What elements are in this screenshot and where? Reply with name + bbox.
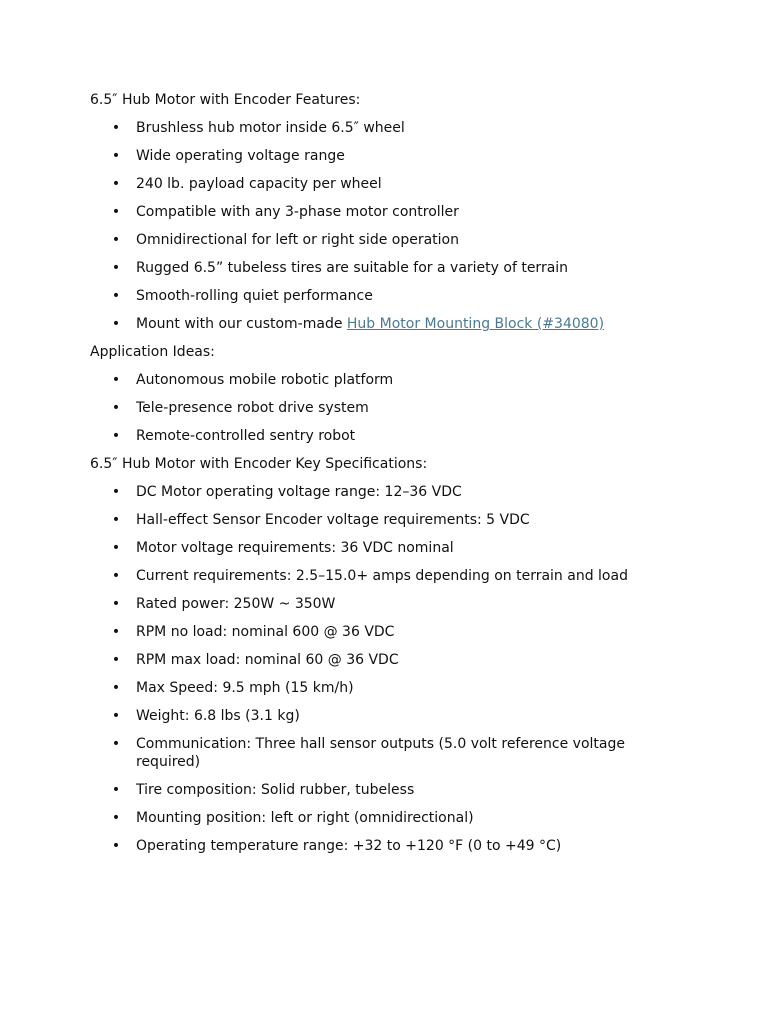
list-item-text: Current requirements: 2.5–15.0+ amps depending on terrain and load: [136, 568, 628, 584]
specifications-heading: 6.5″ Hub Motor with Encoder Key Specifications:: [90, 456, 428, 472]
bullet-icon: •: [111, 596, 121, 612]
bullet-icon: •: [111, 568, 121, 584]
list-item-text: DC Motor operating voltage range: 12–36 VDC: [136, 484, 462, 500]
list-item: [90, 595, 650, 613]
list-item-text: Hall-effect Sensor Encoder voltage requirements: 5 VDC: [136, 512, 530, 528]
list-item: [90, 231, 650, 249]
bullet-icon: •: [111, 120, 121, 136]
bullet-icon: •: [111, 512, 121, 528]
bullet-icon: •: [111, 652, 121, 668]
document-content: [90, 91, 650, 865]
list-item-text: Operating temperature range: +32 to +120 °F (0 to +49 °C): [136, 838, 562, 854]
features-heading: 6.5″ Hub Motor with Encoder Features:: [90, 92, 361, 108]
list-item: [90, 511, 650, 529]
bullet-icon: •: [111, 204, 121, 220]
mounting-block-link[interactable]: Hub Motor Mounting Block (#34080): [346, 316, 605, 332]
list-item: [90, 287, 650, 305]
list-item-text: Weight: 6.8 lbs (3.1 kg): [136, 708, 300, 724]
list-item: [90, 809, 650, 827]
list-item: [90, 651, 650, 669]
bullet-icon: •: [111, 148, 121, 164]
applications-list: [90, 371, 650, 445]
list-item: [90, 837, 650, 855]
list-item: [90, 623, 650, 641]
list-item-text: Autonomous mobile robotic platform: [136, 372, 394, 388]
list-item: [90, 679, 650, 697]
specifications-list: [90, 483, 650, 855]
bullet-icon: •: [111, 736, 121, 752]
list-item-text: Mounting position: left or right (omnidirectional): [136, 810, 474, 826]
bullet-icon: •: [111, 372, 121, 388]
list-item: [90, 567, 650, 585]
bullet-icon: •: [111, 624, 121, 640]
list-item: [90, 315, 650, 333]
list-item-text: Tele-presence robot drive system: [136, 400, 369, 416]
list-item-text: Compatible with any 3-phase motor controller: [136, 204, 459, 220]
bullet-icon: •: [111, 680, 121, 696]
bullet-icon: •: [111, 708, 121, 724]
list-item-text: Omnidirectional for left or right side operation: [136, 232, 459, 248]
list-item-text: Rugged 6.5” tubeless tires are suitable for a variety of terrain: [136, 260, 569, 276]
list-item: [90, 203, 650, 221]
bullet-icon: •: [111, 288, 121, 304]
bullet-icon: •: [111, 260, 121, 276]
bullet-icon: •: [111, 176, 121, 192]
features-list: [90, 119, 650, 333]
list-item: [90, 539, 650, 557]
bullet-icon: •: [111, 400, 121, 416]
list-item-text: Communication: Three hall sensor outputs (5.0 volt reference voltage required): [136, 736, 625, 770]
list-item-text: Smooth-rolling quiet performance: [136, 288, 373, 304]
list-item: [90, 147, 650, 165]
list-item-text: Max Speed: 9.5 mph (15 km/h): [136, 680, 354, 696]
list-item: [90, 427, 650, 445]
list-item: [90, 735, 650, 771]
applications-heading: Application Ideas:: [90, 344, 215, 360]
list-item: [90, 399, 650, 417]
list-item: [90, 707, 650, 725]
list-item-text: Brushless hub motor inside 6.5″ wheel: [136, 120, 405, 136]
list-item-text: Motor voltage requirements: 36 VDC nominal: [136, 540, 454, 556]
list-item: [90, 175, 650, 193]
bullet-icon: •: [111, 232, 121, 248]
bullet-icon: •: [111, 838, 121, 854]
bullet-icon: •: [111, 810, 121, 826]
list-item-text: 240 lb. payload capacity per wheel: [136, 176, 382, 192]
list-item-text: Remote-controlled sentry robot: [136, 428, 356, 444]
list-item-text: RPM max load: nominal 60 @ 36 VDC: [136, 652, 399, 668]
bullet-icon: •: [111, 484, 121, 500]
bullet-icon: •: [111, 428, 121, 444]
list-item: [90, 119, 650, 137]
list-item-text: Tire composition: Solid rubber, tubeless: [136, 782, 415, 798]
list-item-text: Wide operating voltage range: [136, 148, 345, 164]
list-item-text: RPM no load: nominal 600 @ 36 VDC: [136, 624, 395, 640]
list-item-text: Rated power: 250W ~ 350W: [136, 596, 336, 612]
list-item: [90, 259, 650, 277]
list-item: [90, 371, 650, 389]
bullet-icon: •: [111, 782, 121, 798]
mount-item-text: Mount with our custom-made: [136, 316, 347, 332]
bullet-icon: •: [111, 316, 121, 332]
list-item: [90, 483, 650, 501]
list-item: [90, 781, 650, 799]
bullet-icon: •: [111, 540, 121, 556]
